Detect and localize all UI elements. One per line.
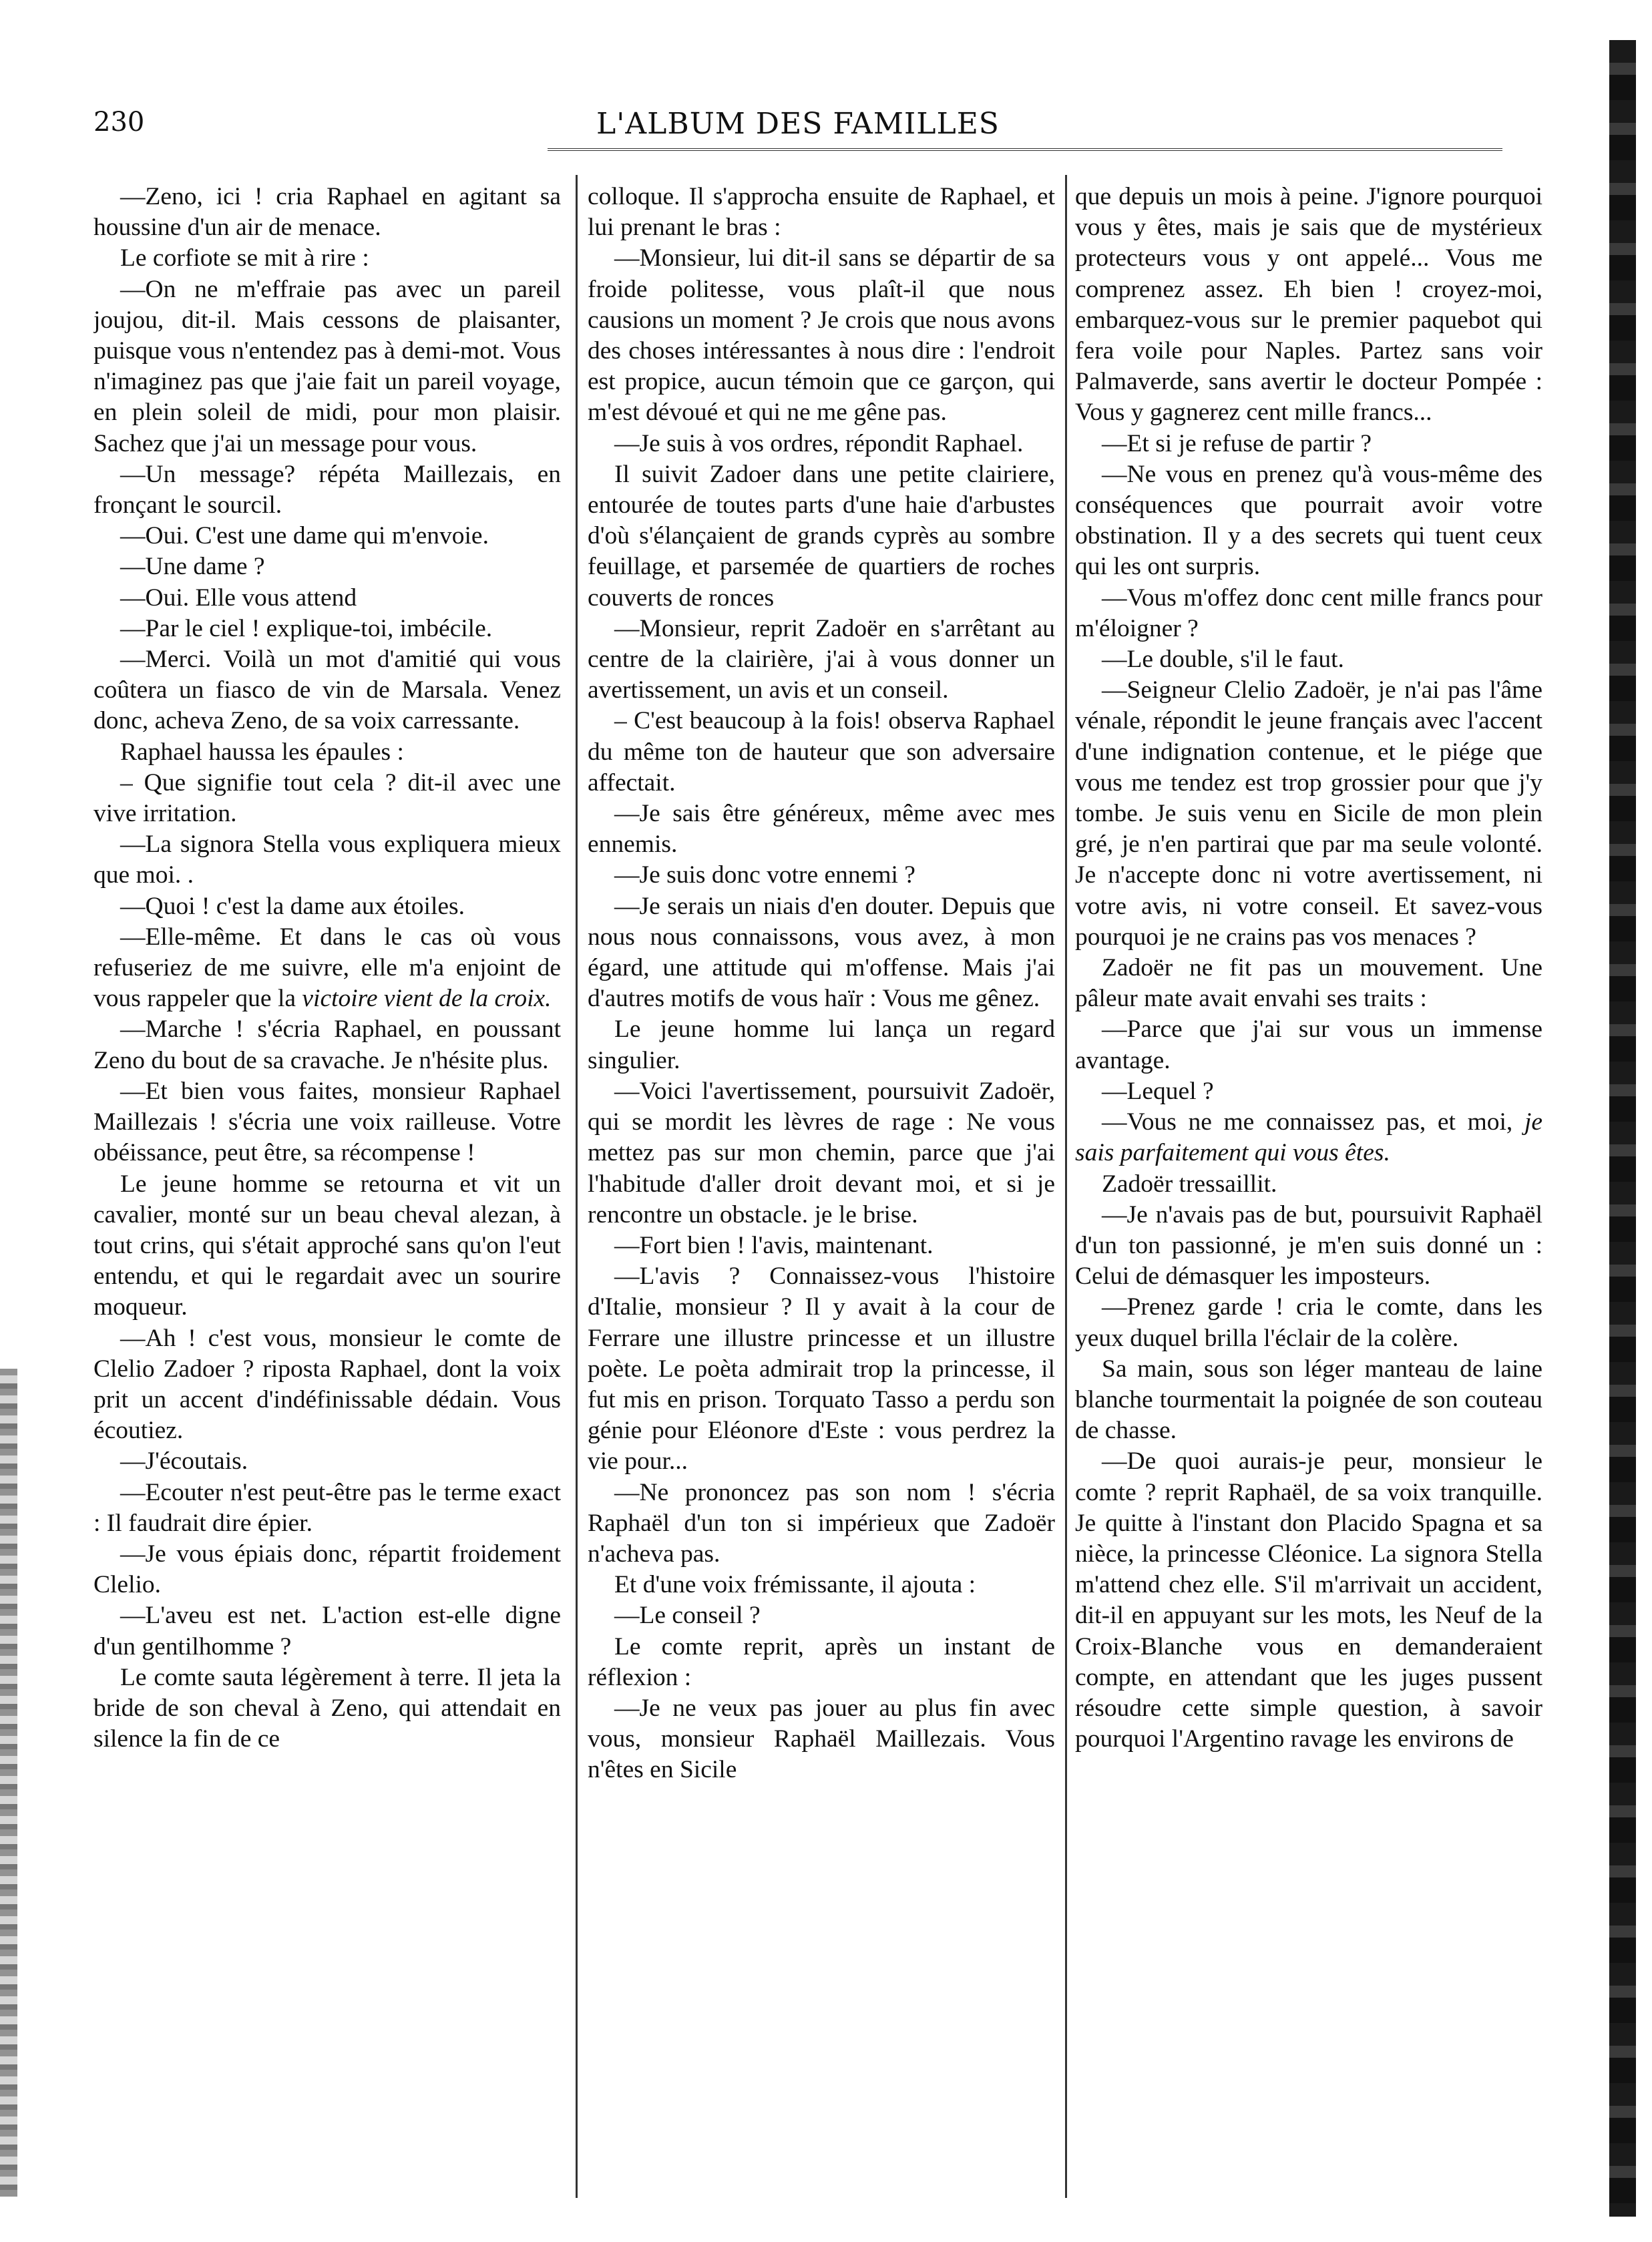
paragraph: —Quoi ! c'est la dame aux étoiles. [120, 892, 465, 920]
paragraph: Raphael haussa les épaules : [120, 738, 404, 766]
page-number: 230 [93, 107, 145, 138]
paragraph [93, 922, 561, 1015]
paragraph: —Je n'avais pas de but, poursuivit Raphaël d'un ton passionné, je m'en suis donné un : Celui de démasquer les imposteurs. [1075, 1200, 1542, 1291]
paragraph: —On ne m'effraie pas avec un pareil joujou, dit-il. Mais cessons de plaisanter, puisque vous n'entendez pas à demi-mot. Vous n'imaginez pas que j'aie fait un pareil voyage, en plein soleil de midi, pour mon plaisir. Sachez que j'ai un message pour vous. [93, 275, 561, 457]
paragraph: Et d'une voix frémissante, il ajouta : [614, 1571, 976, 1599]
page-edge-shadow [1609, 40, 1636, 2217]
paragraph: —Un message? répéta Maillezais, en fronçant le sourcil. [93, 460, 561, 519]
paragraph: Le jeune homme se retourna et vit un cavalier, monté sur un beau cheval alezan, à tout crins, qui s'était approché sans qu'on l'eut entendu, et qui le regardait avec un sourire moqueur. [93, 1170, 561, 1321]
paragraph: —Voici l'avertissement, poursuivit Zadoër, qui se mordit les lèvres de rage : Ne vous mettez pas sur mon chemin, parce que j'ai l'habitude d'aller droit devant moi, et si je rencontre un obstacle. je le brise. [588, 1077, 1055, 1228]
paragraph: —Fort bien ! l'avis, maintenant. [614, 1231, 934, 1259]
paragraph: —De quoi aurais-je peur, monsieur le comte ? reprit Raphaël, de sa voix tranquille. Je quitte à l'instant don Placido Spagna et sa nièce, la princesse Cléonice. La signora Stella m'attend chez elle. S'il m'arrivait un accident, dit-il en appuyant sur les mots, les Neuf de la Croix-Blanche vous en demanderaient compte, en attendant que les juges pussent résoudre cette simple question, à savoir pourquoi l'Argentino ravage les environs de [1075, 1447, 1542, 1753]
paragraph: —L'avis ? Connaissez-vous l'histoire d'Italie, monsieur ? Il y avait à la cour de Ferrare une illustre princesse et un illustre poète. Le poèta admirait trop la princesse, il fut mis en prison. Torquato Tasso a perdu son génie pour Eléonore d'Este : vous perdrez la vie pour... [588, 1263, 1055, 1476]
page-edge-shadow-left [0, 1369, 17, 2197]
text-column-3 [1075, 182, 1542, 2211]
paragraph: Sa main, sous son léger manteau de laine blanche tourmentait la poignée de son couteau de chasse. [1075, 1355, 1542, 1445]
paragraph: —Monsieur, lui dit-il sans se départir de sa froide politesse, vous plaît-il que nous causions un moment ? Je crois que nous avons des choses intéressantes à nous dire : l'endroit est propice, aucun témoin que ce garçon, qui m'est dévoué et qui ne me gêne pas. [588, 244, 1055, 427]
header-rule [548, 148, 1502, 151]
paragraph: Le comte sauta légèrement à terre. Il jeta la bride de son cheval à Zeno, qui attendait en silence la fin de ce [93, 1663, 561, 1753]
paragraph: Le comte reprit, après un instant de réflexion : [588, 1632, 1055, 1691]
paragraph: Le jeune homme lui lança un regard singulier. [588, 1016, 1055, 1074]
paragraph: —Oui. Elle vous attend [120, 584, 357, 612]
paragraph: —Ne prononcez pas son nom ! s'écria Raphaël d'un ton si impérieux que Zadoër n'acheva pas. [588, 1478, 1055, 1568]
paragraph: —Seigneur Clelio Zadoër, je n'ai pas l'âme vénale, répondit le jeune français avec l'accent d'une indignation contenue, et le piége que vous me tendez est trop grossier pour que j'y tombe. Je suis venu en Sicile de mon plein gré, je n'en partirai que par ma seule volonté. Je n'accepte donc ni votre avertissement, ni votre avis, ni votre conseil. Et savez-vous pourquoi je ne crains pas vos menaces ? [1075, 676, 1542, 951]
paragraph-text: —Elle-même. Et dans le cas où vous refuseriez de me suivre, elle m'a enjoint de vous rappeler que la [93, 923, 561, 1013]
paragraph: —Monsieur, reprit Zadoër en s'arrêtant au centre de la clairière, j'ai à vous donner un avertissement, un avis et un conseil. [588, 614, 1055, 704]
paragraph: —J'écoutais. [120, 1447, 248, 1476]
paragraph: —Zeno, ici ! cria Raphael en agitant sa houssine d'un air de menace. [93, 183, 561, 242]
paragraph: —Merci. Voilà un mot d'amitié qui vous coûtera un fiasco de vin de Marsala. Venez donc, acheva Zeno, de sa voix carressante. [93, 646, 561, 735]
paragraph: —Et bien vous faites, monsieur Raphael Maillezais ! s'écria une voix railleuse. Votre obéissance, peut être, sa récompense ! [93, 1077, 561, 1167]
paragraph: —Oui. C'est une dame qui m'envoie. [120, 522, 489, 550]
paragraph: —Ne vous en prenez qu'à vous-même des conséquences que pourrait avoir votre obstination. Il y a des secrets qui tuent ceux qui les ont surpris. [1075, 460, 1542, 581]
paragraph: —Ah ! c'est vous, monsieur le comte de Clelio Zadoer ? riposta Raphael, dont la voix prit un accent d'indéfinissable dédain. Vous écoutiez. [93, 1324, 561, 1445]
paragraph: —L'aveu est net. L'action est-elle digne d'un gentilhomme ? [93, 1602, 561, 1660]
paragraph: —Lequel ? [1102, 1077, 1214, 1105]
column-separator [576, 175, 578, 2198]
paragraph: Zadoër tressaillit. [1102, 1170, 1277, 1198]
text-column-1 [93, 182, 561, 2211]
paragraph: —Je suis à vos ordres, répondit Raphael. [614, 429, 1024, 457]
paragraph: Il suivit Zadoer dans une petite clairiere, entourée de toutes parts d'une haie d'arbustes d'où s'élançaient de grands cyprès au sombre feuillage, et parsemée de quartiers de roches couverts de ronces [588, 460, 1055, 612]
page-title: L'ALBUM DES FAMILLES [596, 107, 1000, 141]
paragraph [1075, 1107, 1542, 1168]
paragraph: —Je sais être généreux, même avec mes ennemis. [588, 800, 1055, 859]
page-header [93, 107, 1502, 154]
paragraph: —Et si je refuse de partir ? [1102, 429, 1372, 457]
italic-motto: victoire vient de la croix. [302, 985, 552, 1013]
paragraph: colloque. Il s'approcha ensuite de Raphael, et lui prenant le bras : [588, 183, 1055, 242]
paragraph: —Je vous épiais donc, répartit froidement Clelio. [93, 1540, 561, 1599]
paragraph: Zadoër ne fit pas un mouvement. Une pâleur mate avait envahi ses traits : [1075, 954, 1542, 1013]
paragraph: —Par le ciel ! explique-toi, imbécile. [120, 614, 493, 642]
paragraph: – Que signifie tout cela ? dit-il avec une vive irritation. [93, 768, 561, 828]
paragraph: —Une dame ? [120, 553, 265, 581]
paragraph: —Parce que j'ai sur vous un immense avantage. [1075, 1016, 1542, 1074]
paragraph: —Le double, s'il le faut. [1102, 646, 1344, 674]
paragraph: – C'est beaucoup à la fois! observa Raphael du même ton de hauteur que son adversaire affectait. [588, 707, 1055, 797]
paragraph: —La signora Stella vous expliquera mieux que moi. . [93, 831, 561, 889]
paragraph: —Prenez garde ! cria le comte, dans les yeux duquel brilla l'éclair de la colère. [1075, 1293, 1542, 1352]
italic-phrase: je sais parfaitement qui vous êtes. [1075, 1108, 1542, 1167]
paragraph: —Je serais un niais d'en douter. Depuis que nous nous connaissons, vous avez, à mon égard, une attitude qui m'offense. Mais j'ai d'autres motifs de vous haïr : Vous me gênez. [588, 892, 1055, 1013]
paragraph: —Ecouter n'est peut-être pas le terme exact : Il faudrait dire épier. [93, 1478, 561, 1537]
text-column-2 [588, 182, 1055, 2211]
column-separator [1065, 175, 1067, 2198]
paragraph: —Marche ! s'écria Raphael, en poussant Zeno du bout de sa cravache. Je n'hésite plus. [93, 1016, 561, 1074]
paragraph: Le corfiote se mit à rire : [120, 244, 369, 272]
paragraph-text: —Vous ne me connaissez pas, et moi, [1102, 1108, 1513, 1136]
paragraph: —Vous m'offez donc cent mille francs pour m'éloigner ? [1075, 584, 1542, 642]
paragraph: —Le conseil ? [614, 1602, 761, 1630]
paragraph: —Je ne veux pas jouer au plus fin avec vous, monsieur Raphaël Maillezais. Vous n'êtes en Sicile [588, 1694, 1055, 1784]
paragraph: —Je suis donc votre ennemi ? [614, 861, 915, 889]
paragraph: que depuis un mois à peine. J'ignore pourquoi vous y êtes, mais je sais que de mystérieux protecteurs vous y ont appelé... Vous me comprenez assez. Eh bien ! croyez-moi, embarquez-vous sur le premier paquebot qui fera voile pour Naples. Partez sans voir Palmaverde, sans avertir le docteur Pompée : Vous y gagnerez cent mille francs... [1075, 183, 1542, 427]
